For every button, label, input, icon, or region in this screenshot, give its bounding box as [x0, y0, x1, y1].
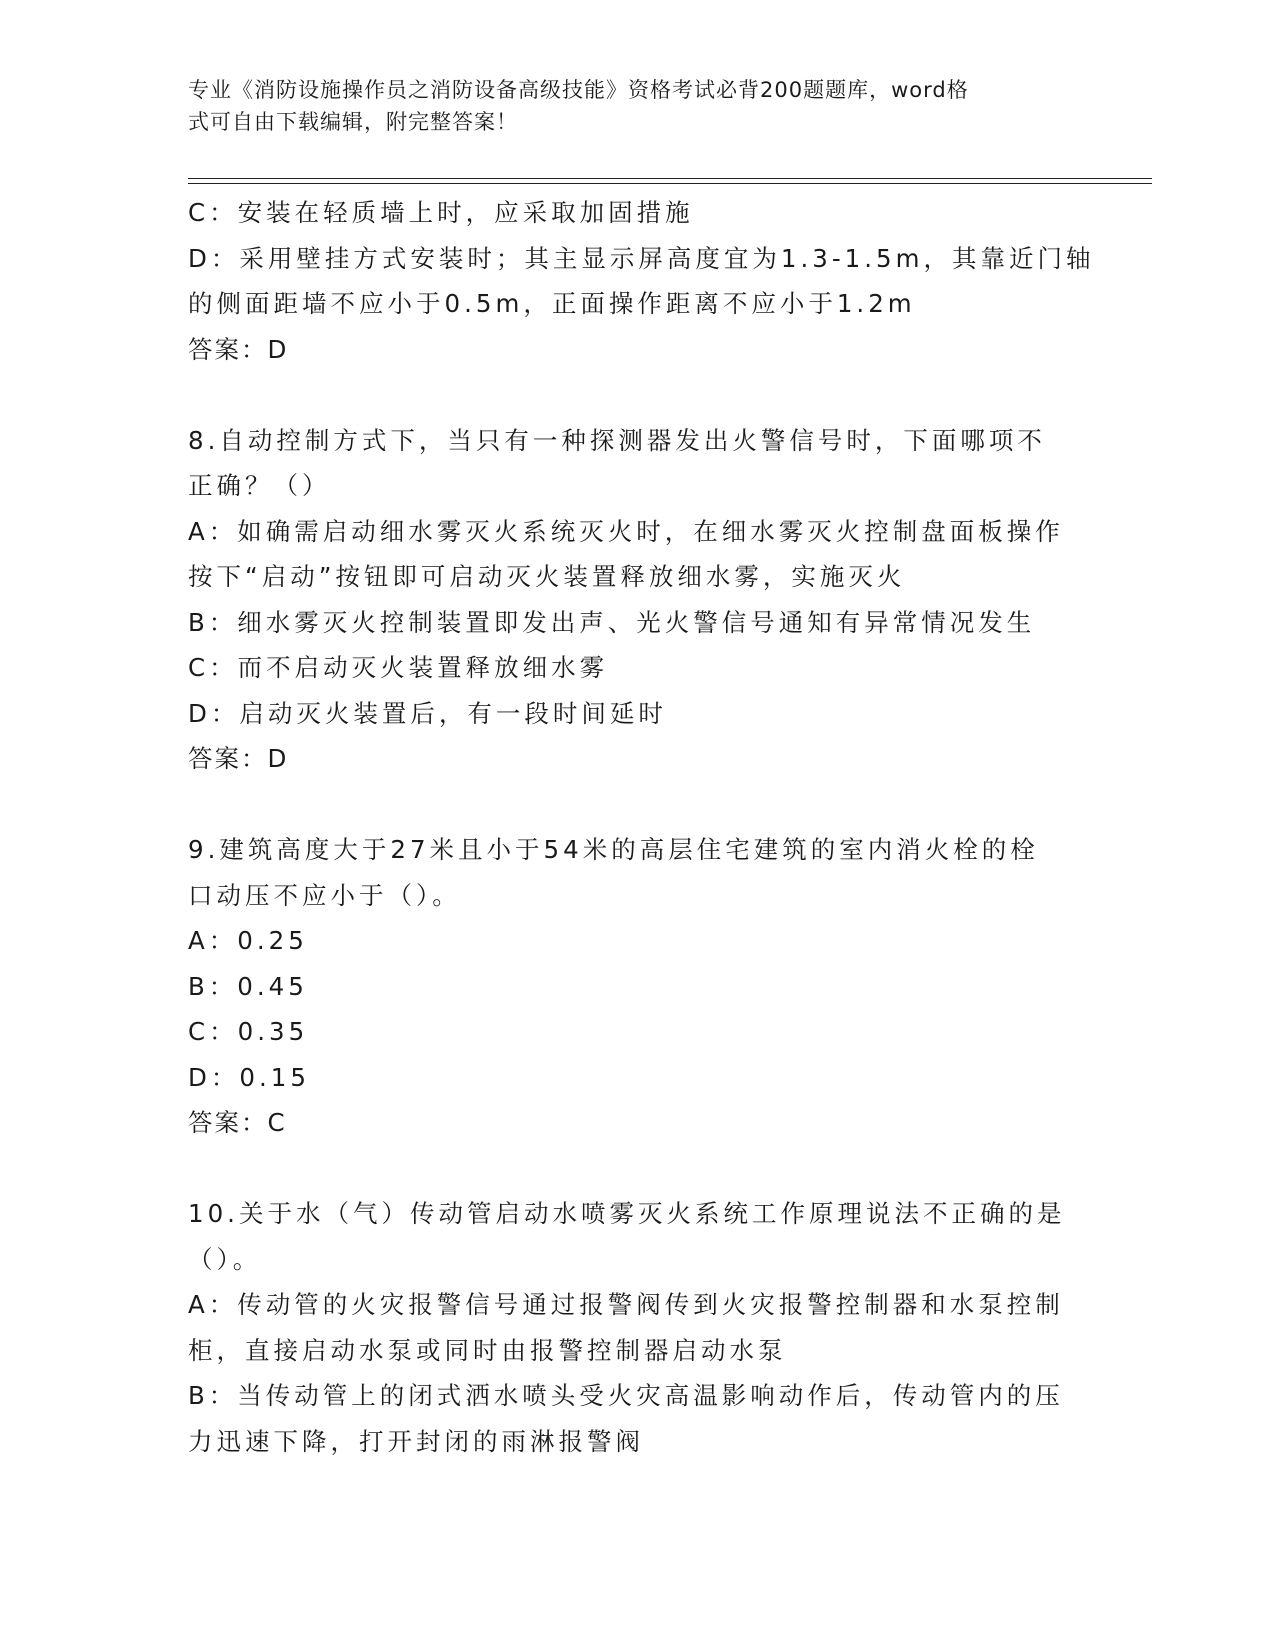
question-content — [188, 190, 1095, 1464]
q8-option-b: B：细水雾灭火控制装置即发出声、光火警信号通知有异常情况发生 — [188, 607, 1036, 637]
question-10 — [188, 1191, 1088, 1464]
q7-option-c: C：安装在轻质墙上时，应采取加固措施 — [188, 198, 694, 227]
q8-option-a-line-2: 按下“启动”按钮即可启动灭火装置释放细水雾，实施灭火 — [188, 562, 906, 591]
q9-stem-line-1: 9.建筑高度大于27米且小于54米的高层住宅建筑的室内消火栓的栓 — [188, 835, 1039, 864]
q7-option-d-line-1: D：采用壁挂方式安装时；其主显示屏高度宜为1.3-1.5m，其靠近门轴 — [188, 243, 1095, 273]
question-8 — [188, 418, 1088, 782]
question-7-tail — [188, 190, 1095, 372]
header-divider-bottom — [188, 183, 1152, 184]
spacer — [188, 1146, 1088, 1192]
q8-answer: 答案：D — [188, 744, 289, 773]
spacer — [188, 782, 1088, 828]
spacer — [188, 372, 1088, 418]
q10-stem-line-1: 10.关于水（气）传动管启动水喷雾灭火系统工作原理说法不正确的是 — [188, 1199, 1066, 1228]
q8-stem-line-2: 正确？（） — [188, 471, 331, 500]
q10-stem-line-2: （）。 — [188, 1244, 262, 1274]
q7-answer: 答案：D — [188, 334, 289, 364]
question-9 — [188, 827, 1088, 1146]
q8-option-d: D：启动灭火装置后，有一段时间延时 — [188, 698, 667, 728]
header-line-2: 式可自由下载编辑，附完整答案！ — [188, 110, 518, 134]
q9-option-a: A：0.25 — [188, 926, 308, 955]
document-header — [188, 74, 1088, 138]
q8-option-a-line-1: A：如确需启动细水雾灭火系统灭火时，在细水雾灭火控制盘面板操作 — [188, 516, 1064, 546]
q7-option-d-line-2: 的侧面距墙不应小于0.5m，正面操作距离不应小于1.2m — [188, 289, 916, 318]
q9-option-d: D：0.15 — [188, 1062, 310, 1092]
header-divider-top — [188, 178, 1152, 179]
q8-option-c: C：而不启动灭火装置释放细水雾 — [188, 653, 609, 682]
header-line-1: 专业《消防设施操作员之消防设备高级技能》资格考试必背200题题库，word格 — [188, 78, 969, 102]
q10-option-a-line-1: A：传动管的火灾报警信号通过报警阀传到火灾报警控制器和水泵控制 — [188, 1290, 1064, 1319]
q9-answer: 答案：C — [188, 1108, 287, 1137]
q9-option-c: C：0.35 — [188, 1017, 309, 1046]
q10-option-b-line-2: 力迅速下降，打开封闭的雨淋报警阀 — [188, 1426, 644, 1456]
q9-option-b: B：0.45 — [188, 971, 308, 1001]
q10-option-b-line-1: B：当传动管上的闭式洒水喷头受火灾高温影响动作后，传动管内的压 — [188, 1381, 1064, 1410]
q10-option-a-line-2: 柜，直接启动水泵或同时由报警控制器启动水泵 — [188, 1335, 787, 1365]
q8-stem-line-1: 8.自动控制方式下，当只有一种探测器发出火警信号时，下面哪项不 — [188, 425, 1046, 455]
q9-stem-line-2: 口动压不应小于（）。 — [188, 880, 461, 910]
